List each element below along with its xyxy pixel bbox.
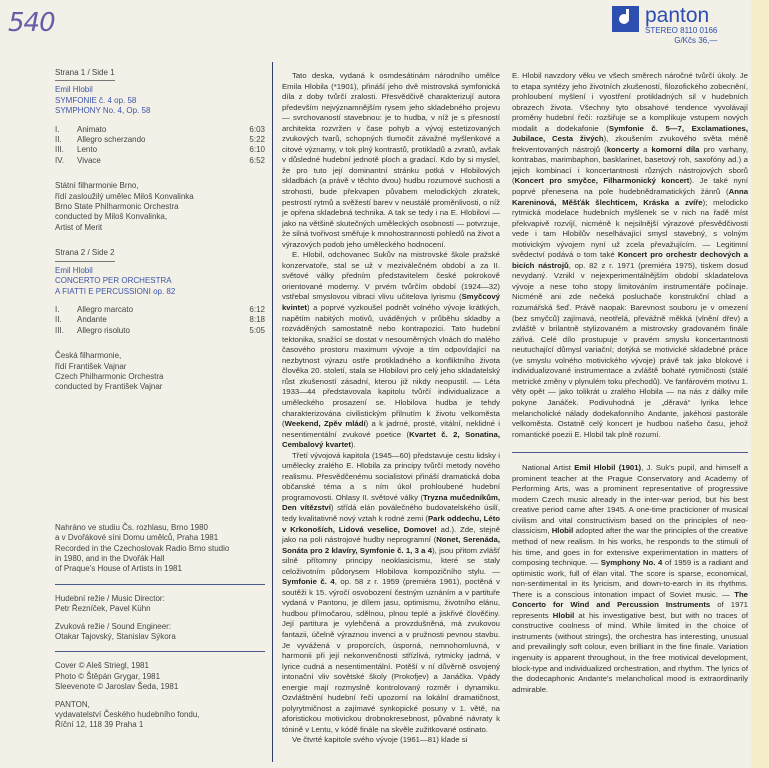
track-duration: 5:22 <box>249 135 265 145</box>
credit-line: Petr Řezníček, Pavel Kühn <box>55 604 151 614</box>
publisher-line: PANTON, <box>55 699 90 709</box>
track-title: Lento <box>77 145 98 155</box>
track-number: II. <box>55 135 62 145</box>
side1-composer: Emil Hlobil <box>55 85 93 95</box>
bold-title: The Concerto for Wind and Percussion Instruments <box>512 589 748 610</box>
text-run: ) a poprvé vyzkoušel podnět volného vývoje krátkých, napětím nabitých motivů, uváděných v průběhu skladby a rozváděných samostatně nebo kontrapozici. Tato hudební tektonika, snažící se dostat v nesouměrných vlnách do malého časového prostoru maximum vývoje a tím odpovídající na nezbytnost výrazu ostře protikladného a konfliktního života člověka 20. století, stala se Hlobilovi pro celý jeho skladatelský růst zkušeností zásadní, kterou již nikdy neopustil. — Léta 1933—44 představovala kapitolu tvůrčí individualizace a uměleckého prosazení se. Hlobilova hudba je tehdy charakterizována civilistickým přilnutím k životu velkoměsta ( <box>282 303 500 429</box>
performer-line: Artist of Merit <box>55 222 103 232</box>
sleeve-notes-english <box>512 463 748 695</box>
panton-logo <box>612 6 717 46</box>
track-row <box>55 125 265 135</box>
performer-line: Czech Philharmonic Orchestra <box>55 371 164 381</box>
track-title: Allegro scherzando <box>77 135 146 145</box>
track-duration: 8:18 <box>249 315 265 325</box>
side2-tracklist <box>55 305 265 336</box>
sleeve-notes-column3 <box>512 71 748 695</box>
text-run: , op. 82 z r. 1971 (premiéra 1975), tiskem dosud nevydaný. Vznikl v nejexperimentálnějším období skladatelova vývoje a nese toho stopy limitováním instrumentáře počínaje. Nicméně ani zde nečeká posluchače konstrukční chlad a rozumářská šeď. Právě naopak: Barevnost souboru je v omezení (bez smyčců) zajímavá, neotřelá, převážně měkká (vlnění dřev) a zvláště v brilantně stylizovaném a mistrovsky gradovaném finále zářivá. Celé dílo prostupuje v pravém smyslu koncertantnosti neutuchající důmysl variační; dotýká se motivické skladebné práce (ve smyslu volného motivického vývoje) právě tak jako blokové i individualizované instrumentace a zvláště bohaté rytmičnosti (stálé metrické změny v plynulém toku přechodů). Ve fanfárovém motivu 1. věty opět — jako tolikrát u zralého Hlobila — na nás z dálky mile pokyne Janáček. Podivuhodná je „děravá“ lyrika lehce melancholické nálady dodekafonního Andante, jakéhosi pastorále velkoměsta. Ostatně celý koncert je hudbou našeho času, jehož romantické poezii E. Hlobil tak plně rozumí. <box>512 260 748 439</box>
recording-line: Recorded in the Czechoslovak Radio Brno studio <box>55 543 230 553</box>
bold-title: Symphony No. 4 <box>600 558 663 568</box>
performer-line: conducted by František Vajnar <box>55 382 163 392</box>
text-run: E. Hlobil navzdory věku ve všech směrech náročné tvůrčí úkoly. Je to etapa syntézy jeho životních zkušeností, filozofického zobecnění, prohloubení myšlení i vyostření protikladných sil v hudebních obrazech života. Všechny tyto obsahové tendence vyvolávají proměny hudební řeči: rozšiřuje se a komplikuje vstupem nových modalit a dodekafonie ( <box>512 71 748 133</box>
performer-line: řídí František Vajnar <box>55 361 127 371</box>
performer-line: Brno State Philharmonic Orchestra <box>55 202 179 212</box>
track-row <box>55 305 265 315</box>
performer-line: Státní filharmonie Brno, <box>55 181 139 191</box>
publisher <box>55 700 265 731</box>
track-title: Andante <box>77 315 107 325</box>
bold-title: Nonet, Serenáda, Sonáta pro 2 klavíry, Symfonie č. 1, 3 a 4 <box>282 535 501 555</box>
track-listing-column <box>55 68 265 731</box>
side2-performers <box>55 351 265 393</box>
track-number: I. <box>55 304 60 314</box>
track-row <box>55 315 265 325</box>
side1-performers <box>55 181 265 233</box>
performer-line: Česká filharmonie, <box>55 351 122 361</box>
performer-line: conducted by Miloš Konvalinka, <box>55 212 168 222</box>
performer-line: řídí zasloužilý umělec Miloš Konvalinka <box>55 191 194 201</box>
track-duration: 6:52 <box>249 155 265 165</box>
track-title: Allegro marcato <box>77 304 134 314</box>
panton-logo-icon <box>612 6 639 32</box>
track-title: Vivace <box>77 155 101 165</box>
bold-title: Weekend, Zpěv mládí <box>284 419 366 429</box>
paragraph <box>282 451 500 736</box>
bold-title: koncerty <box>606 144 640 154</box>
paragraph <box>282 735 500 746</box>
divider <box>55 584 265 585</box>
track-duration: 6:03 <box>249 124 265 134</box>
recording-line: a v Dvořákové síni Domu umělců, Praha 1981 <box>55 533 219 543</box>
text-run: of 1959 is a radiant and optimistic work, full of élan vital. The score is sparse, economical, non-sentimental in its lyricism, and down-to-earch in its rhythms. There is a conscious intonation impact of Soviet music. — <box>512 558 749 599</box>
text-run: a <box>639 144 652 154</box>
bold-title: Symfonie č. 4 <box>282 577 335 587</box>
bold-title: Koncert pro smyčce, Filharmonický koncert <box>514 176 690 186</box>
copyrights <box>55 661 265 692</box>
recording-line: in 1980, and in the Dvořák Hall <box>55 553 165 563</box>
paragraph <box>512 463 748 695</box>
credit-line: Otakar Tajovský, Stanislav Sýkora <box>55 632 176 641</box>
text-run: , op. 58 z r. 1959 (premiéra 1961), poctěná v soutěži k 15. výročí osvobození čestným uznáním a v partituře vydaná v Pantonu, je dílem jasu, optimismu, životního elánu, hudbou přímočarou, sdělnou, plnou teplé a jiskřivé člověčiny. Její partitura je vylehčená a provzdušněná, má zvukovou fantazii, účelně výraznou invenci a v pružnosti pevnou stavbu. Je vyvážená v proporcích, úsporná, nemnohomluvná, v harmonii při její nekonvenčnosti střízlivá, rytmicky jadrná, v lyrice cudná a nesentimentální. Potěší v ní důvěrně osvojený intonační vliv sovětské školy (Prokofjev) a Janáčka. Vpády energie mají rozmyslně kontrolovaný rozměr i dynamiku. Ozvláštnění hudební řeči upozorní na lokální dramatičnost, polyrytmičnost a zajímavé synkopické posuny v 1. větě, na aforistickou motivickou drobnokresebnost, půvabné návraty k tónině v Lentu, v kódě finále na skvěle zužitkované ostinato. <box>282 577 500 734</box>
track-duration: 6:10 <box>249 145 265 155</box>
side1-label: Strana 1 / Side 1 <box>55 68 115 81</box>
bold-title: Hlobil <box>552 610 575 620</box>
paragraph <box>282 250 500 450</box>
track-title: Animato <box>77 124 107 134</box>
sleeve-notes-czech-part2 <box>512 71 748 440</box>
text-run: , J. Suk's pupil, and himself a prominent teacher at the Prague Conservatory and Academy of Performing Arts, was a prominent representative of progressive modern Czech music already in the inter-war period, but his best creative period came after 1945. A one-time practicioner of musical civilism and vital constructivism based on the principles of neo-classicism, <box>512 463 748 536</box>
sound-engineer <box>55 622 265 643</box>
text-run: at his investigative best, but with no traces of constructive coolness of mind. While limited in the choice of instruments (without strings), the orchestra has interesting, unusual and prevailingly soft colour, even brilliant in the fine finale. Variation ingenuity is apparent throughout, in the free motivical development, block-type and individualized orchestration, and rhythm. The lyrics of the dodecaphonic Andante's melancholical mood is extraordinarily admirable. <box>512 610 748 694</box>
text-run: ). <box>350 440 356 450</box>
divider <box>512 452 748 453</box>
music-director <box>55 594 265 615</box>
text-run: Třetí vývojová kapitola (1945—60) představuje cestu lidsky i umělecky zralého E. Hlobila za principy tvůrčí metody nového realismu. Přesvědčenému socialistovi přináší dramatická doba občanské téma a s ním úkol prohloubené hudební programovosti. Ohlasy II. světové války ( <box>282 450 500 502</box>
text-run: ) střídá elán poválečného budovatelského úsilí, tedy kvalitativně nový vztah k rodné zemi ( <box>282 503 500 523</box>
brand-name: panton <box>645 4 710 27</box>
publisher-line: Říční 12, 118 39 Praha 1 <box>55 720 144 730</box>
paragraph <box>512 71 748 440</box>
track-number: III. <box>55 145 64 155</box>
edge-stripe <box>751 0 769 768</box>
track-title: Allegro risoluto <box>77 325 130 335</box>
text-run: ), zkoušením zvukového světa méně frekventovaných nástrojů ( <box>512 134 748 154</box>
track-number: II. <box>55 315 62 325</box>
text-run: Ve čtvrté kapitole svého vývoje (1961—81) klade si <box>292 735 468 745</box>
bold-title: Tryzna mučedníkům, Den vítězství <box>282 492 500 513</box>
bold-title: Kvartet č. 2, Sonatina, Cembalový kvartet <box>282 429 500 450</box>
side2-label: Strana 2 / Side 2 <box>55 248 115 261</box>
track-row <box>55 326 265 336</box>
recording-line: of Praque's House of Artists in 1981 <box>55 564 182 574</box>
track-duration: 6:12 <box>249 304 265 314</box>
track-row <box>55 135 265 145</box>
track-number: III. <box>55 325 64 335</box>
bold-title: Emil Hlobil (1901) <box>574 463 642 473</box>
catalog-number: STEREO 8110 0166 <box>645 26 718 35</box>
text-run: National Artist <box>522 463 575 473</box>
copyright-line: Cover © Aleš Striegl, 1981 <box>55 661 149 671</box>
text-run: of 1971 represents <box>512 600 748 620</box>
sleeve-notes-czech-part1 <box>282 71 500 746</box>
text-run: pro varhany, kontrabas, marimbaphon, basklarinet, basetový roh, saxofóny ad.) a jejich kombinací i koncertantnosti různých nástrojových sborů ( <box>512 144 748 186</box>
text-run: ). Je také nyní poprvé přenesena na pole hudebnědramatických žánrů ( <box>512 176 748 197</box>
track-number: IV. <box>55 155 65 165</box>
side2-title-1: CONCERTO PER ORCHESTRA <box>55 276 172 286</box>
side1-tracklist <box>55 125 265 167</box>
copyright-line: Photo © Štěpán Grygar, 1981 <box>55 671 161 681</box>
bold-title: Hlobil <box>551 526 574 536</box>
side2-composer: Emil Hlobil <box>55 265 93 275</box>
recording-info <box>55 523 265 575</box>
text-run: adopted after the war the principles of the creative method of new realism. In his works, he responds to the stimuli of his time, and goes in for extensive experimentation in matters of composing technique. — <box>512 526 748 568</box>
track-row <box>55 145 265 155</box>
text-run: E. Hlobil, odchovanec Sukův na mistrovské škole pražské konzervatoře, stal se už v meziválečném období a za II. světové války předním představitelem české pokrokově orientované moderny. V prvém tvůrčím období (1924—32) vstřebal smyslovou vibraci vlivu učitelova lyrismu ( <box>282 250 500 302</box>
text-run: ); melodicko rytmická modelace hudebních myšlenek se v nich na řadě míst překvapivě rozvíjí, nicméně k nejsilnější výrazové přesvědčivosti vede i tam Hlobilův neselhávající smysl stavebný, s volným motivickým vývojem nyní už zcela převažujícím. — Legitimní svědectví podává o tom také <box>512 197 748 260</box>
bold-title: Symfonie č. 5—7, Exclamationes, Jubilace, Cesta živých <box>512 123 748 144</box>
publisher-line: vydavatelství Českého hudebního fondu, <box>55 710 200 720</box>
text-run: ), jsou přitom zvlášť silně přítomny principy neoklasicismu, které se staly celoživotním půdorysem Hlobilova kompozičního stylu. — <box>282 545 500 576</box>
credit-line: Zvuková režie / Sound Engineer: <box>55 621 172 631</box>
side1-title-cz: SYMFONIE č. 4 op. 58 <box>55 95 137 105</box>
text-run: Tato deska, vydaná k osmdesátinám národního umělce Emila Hlobila (*1901), přináší jeho dvě mistrovská symfonická díla z doby tvůrčí zralosti. Přesvědčivě charakterizují autora především nejvýznamnějším rysem jeho skladebného projevu — svrchovaností stavebnou: je to hudba, v níž je s přesností architekta rozvržen v čase pohyb a vývoj estetizovaných zvukových tvarů, schopných tlumočit závažné myšlenkové a citové významy, v tok plný kontrastů, protikladů a zvratů, avšak v důsledné hudební jednotě ploch a gradací. Kdo by si myslel, že pro tuto její dominantní stránku potká v Hlobilových skladbách (a právě v těchto dvou) hudbu rozumové suchosti a strohosti, bude překvapen půvabem melodických zkratek, pestrostí rytmů a svěžestí barev v neustálé proměnlivosti, o níž je opřena skladebná technika. A tak se tedy i na E. Hlobilovi — jako na většině skutečných uměleckých osobností — potvrzuje, že silná tvořivost směřuje k mnohostrannosti pohledů na život a výrazových podob jeho uměleckého hodnocení. <box>282 71 500 249</box>
column-divider <box>272 62 273 762</box>
bold-title: komorní díla <box>651 144 700 154</box>
track-row <box>55 156 265 166</box>
track-number: I. <box>55 124 60 134</box>
paragraph <box>282 71 500 250</box>
side2-title-2: A FIATTI E PERCUSSIONI op. 82 <box>55 286 176 296</box>
credit-line: Hudební režie / Music Director: <box>55 593 165 603</box>
track-duration: 5:05 <box>249 325 265 335</box>
bold-title: Koncert pro orchestr dechových a bicích nástrojů <box>512 250 748 270</box>
bold-title: Smyčcový kvintet <box>282 292 500 313</box>
divider <box>55 651 265 652</box>
copyright-line: Sleevenote © Jaroslav Šeda, 1981 <box>55 682 179 692</box>
text-run: ad.). Zde, stejně jako na poli nástrojové hudby neprogramní ( <box>282 524 501 545</box>
bold-title: Park oddechu, Léto v Krkonoších, Lidová veselice, Domove! <box>282 513 501 534</box>
side1-title-en: SYMPHONY No. 4, Op. 58 <box>55 106 151 116</box>
recording-line: Nahráno ve studiu Čs. rozhlasu, Brno 1980 <box>55 522 208 532</box>
text-run: ) a k jadrné, prosté, vitální, neklidné i nesentimentální zvukové poetice ( <box>282 419 500 439</box>
price: G/Kčs 36,— <box>674 36 718 45</box>
bold-title: Anna Kareninová, Měšťák šlechticem, Kráska a zvíře <box>512 187 748 207</box>
handwritten-number: 540 <box>8 8 55 38</box>
